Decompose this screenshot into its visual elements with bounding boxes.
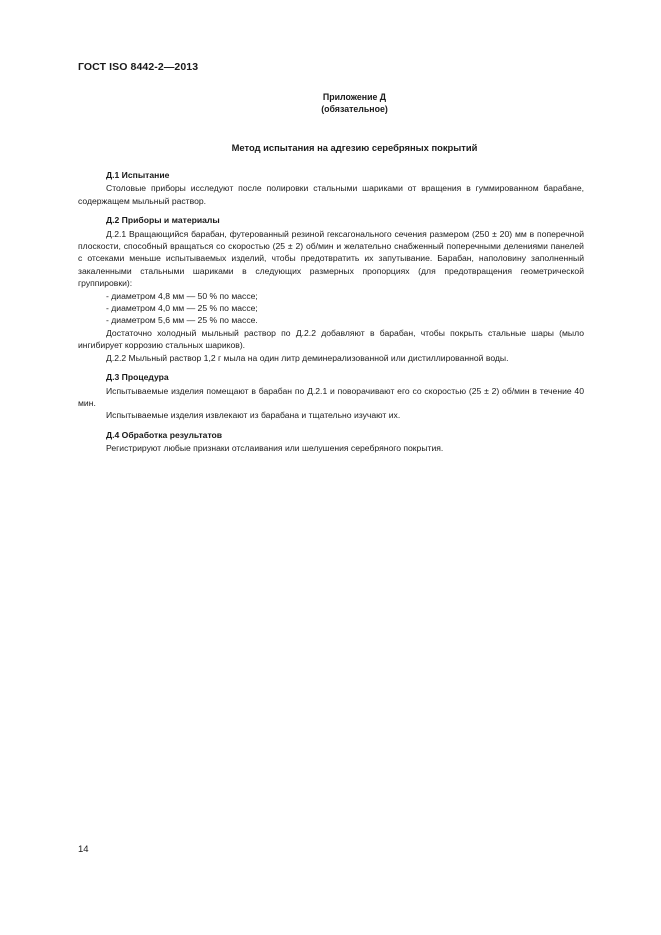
section-heading-d3: Д.3 Процедура — [106, 372, 169, 383]
section-d2-paragraph-3: Д.2.2 Мыльный раствор 1,2 г мыла на один литр деминерализованной или дистиллированной воды. — [106, 352, 509, 363]
section-d1-paragraph: Столовые приборы исследуют после полировки стальными шариками от вращения в гуммированном барабане, содержащем мыльный раствор. — [78, 183, 584, 206]
annex-title: Приложение Д — [322, 92, 387, 102]
section-d2-paragraph-2: Достаточно холодный мыльный раствор по Д.2.2 добавляют в барабан, чтобы покрыть стальные шары (мыло ингибирует коррозию стальных шариков). — [78, 327, 584, 351]
standard-code-header: ГОСТ ISO 8442-2—2013 — [78, 61, 199, 73]
section-heading-d1: Д.1 Испытание — [106, 170, 170, 180]
section-heading-d2: Д.2 Приборы и материалы — [106, 215, 220, 226]
list-item: - диаметром 4,8 мм — 50 % по массе; — [106, 290, 258, 301]
list-item: - диаметром 5,6 мм — 25 % по массе. — [106, 315, 258, 326]
section-d3-paragraph-2: Испытываемые изделия извлекают из барабана и тщательно изучают их. — [106, 410, 401, 421]
section-d2-paragraph-1: Д.2.1 Вращающийся барабан, футерованный резиной гексагонального сечения размером (250 ± 20) мм в поперечной плоскости, способный вращаться со скоростью (25 ± 2) об/мин и желательно снабженный поперечными делениями панелей с отсеками меньше испытываемых изделий, чтобы предотвратить их запутывание. Барабан, наполовину заполненный закаленными стальными шариками в следующих размерных пропорциях (для предотвращения геометрической группировки): — [78, 228, 584, 289]
document-title: Метод испытания на адгезию серебряных покрытий — [231, 142, 478, 153]
list-item: - диаметром 4,0 мм — 25 % по массе; — [106, 303, 258, 314]
annex-status: (обязательное) — [321, 104, 388, 114]
section-d4-paragraph: Регистрируют любые признаки отслаивания или шелушения серебряного покрытия. — [106, 443, 444, 454]
page-number: 14 — [78, 844, 89, 855]
section-heading-d4: Д.4 Обработка результатов — [106, 429, 223, 440]
document-body — [78, 165, 584, 455]
section-d3-paragraph-1: Испытываемые изделия помещают в барабан по Д.2.1 и поворачивают его со скоростью (25 ± 2) об/мин в течение 40 мин. — [78, 385, 584, 408]
